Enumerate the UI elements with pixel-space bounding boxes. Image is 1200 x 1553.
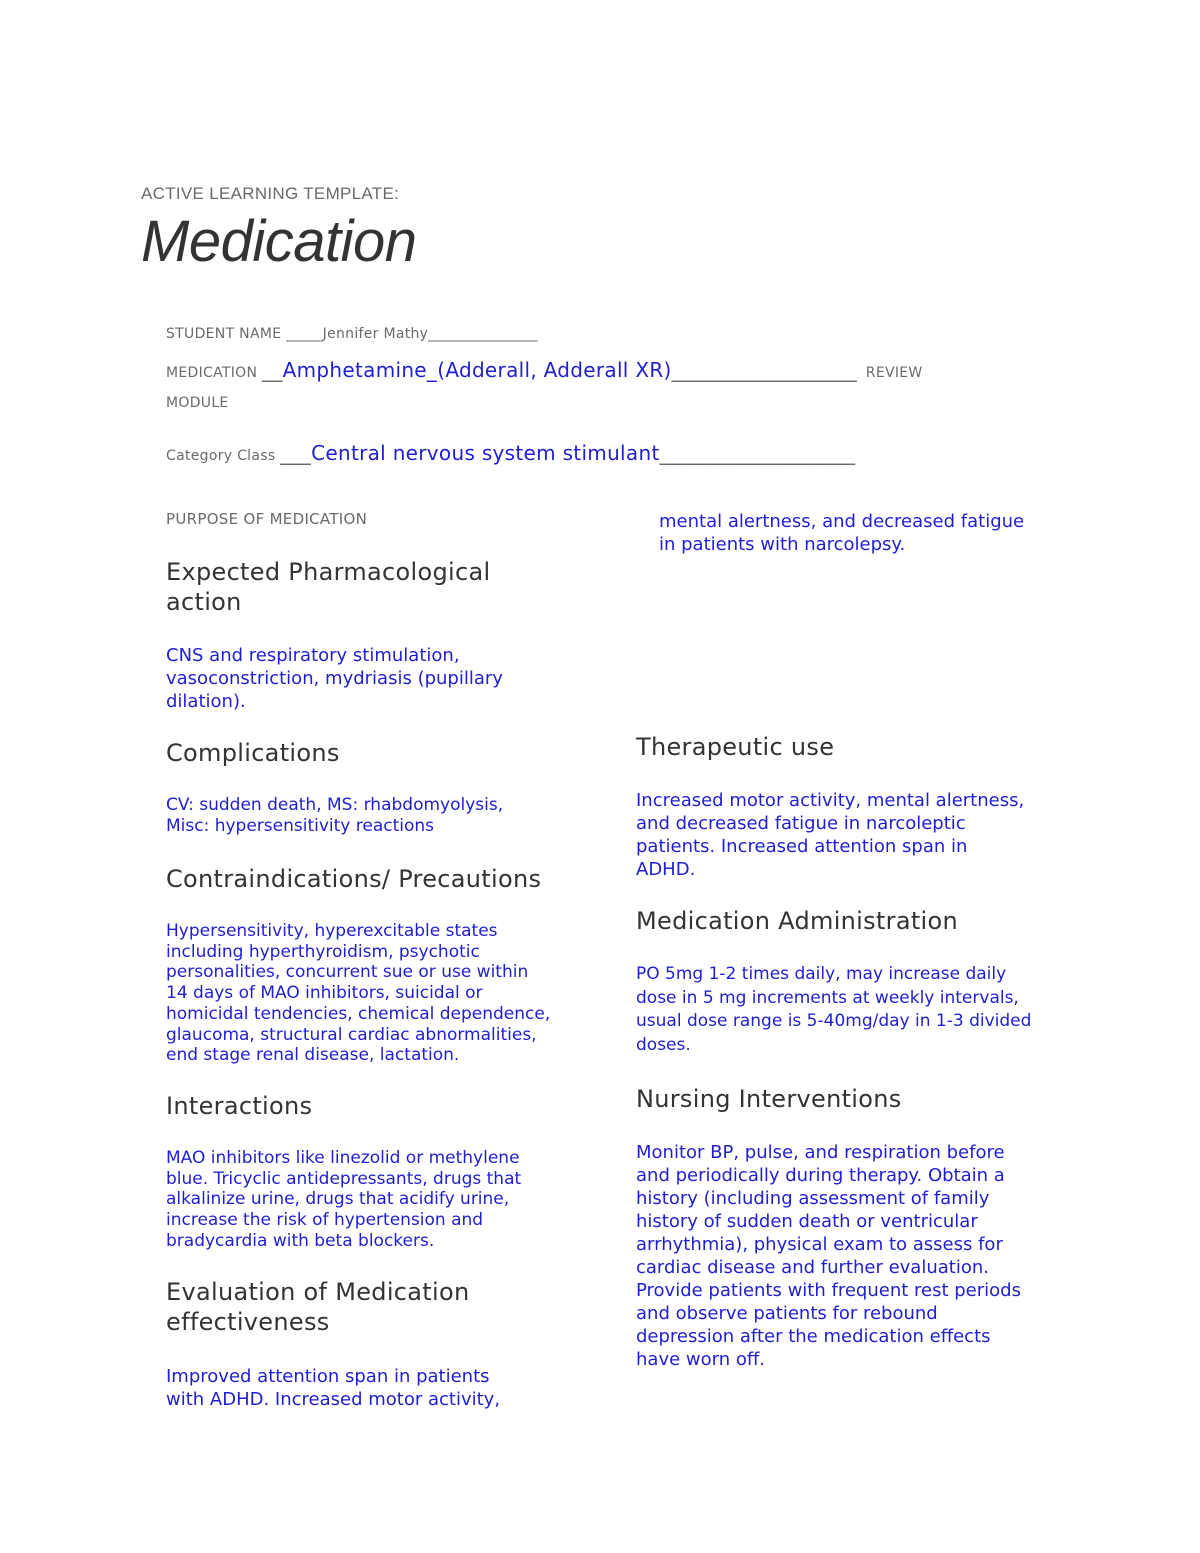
complications-heading: Complications bbox=[166, 739, 340, 767]
body-line: including hyperthyroidism, psychotic bbox=[166, 941, 480, 962]
body-line: Increased motor activity, mental alertness, bbox=[636, 790, 1025, 811]
evaluation-heading-line: effectiveness bbox=[166, 1308, 330, 1336]
therapeutic-use-body bbox=[636, 789, 1024, 881]
evaluation-heading-line: Evaluation of Medication bbox=[166, 1278, 470, 1306]
body-line: history (including assessment of family bbox=[636, 1188, 990, 1209]
body-line: Monitor BP, pulse, and respiration before bbox=[636, 1142, 1005, 1163]
body-line: glaucoma, structural cardiac abnormalities, bbox=[166, 1024, 537, 1045]
expected-action-heading bbox=[166, 557, 490, 617]
interactions-heading: Interactions bbox=[166, 1092, 313, 1120]
body-line: Hypersensitivity, hyperexcitable states bbox=[166, 921, 498, 941]
body-line: CNS and respiratory stimulation, bbox=[166, 645, 460, 666]
body-line: with ADHD. Increased motor activity, bbox=[166, 1389, 501, 1410]
body-line: vasoconstriction, mydriasis (pupillary bbox=[166, 668, 503, 689]
body-line: in patients with narcolepsy. bbox=[659, 534, 906, 555]
expected-action-body bbox=[166, 644, 503, 713]
body-line: personalities, concurrent sue or use within bbox=[166, 962, 529, 983]
category-prefix: ___ bbox=[280, 441, 312, 465]
category-value: Central nervous system stimulant bbox=[311, 441, 660, 465]
medication-label: MEDICATION bbox=[166, 365, 258, 381]
expected-heading-line: Expected Pharmacological bbox=[166, 558, 491, 586]
category-label: Category Class bbox=[166, 448, 276, 464]
medication-suffix: __________________ bbox=[671, 358, 858, 382]
medication-value: Amphetamine_(Adderall, Adderall XR) bbox=[282, 358, 672, 382]
body-line: PO 5mg 1-2 times daily, may increase daily bbox=[636, 964, 1007, 984]
evaluation-body bbox=[166, 1365, 500, 1411]
student-name-row bbox=[166, 326, 538, 342]
body-line: Improved attention span in patients bbox=[166, 1366, 490, 1387]
student-name-label: STUDENT NAME bbox=[166, 326, 282, 342]
body-line: cardiac disease and further evaluation. bbox=[636, 1257, 989, 1278]
nursing-body bbox=[636, 1141, 1021, 1371]
evaluation-continued-body bbox=[659, 510, 1024, 556]
page-title: Medication bbox=[141, 209, 417, 274]
administration-body bbox=[636, 963, 1031, 1057]
body-line: alkalinize urine, drugs that acidify urine, bbox=[166, 1189, 510, 1210]
body-line: doses. bbox=[636, 1034, 691, 1055]
contraindications-body bbox=[166, 921, 550, 1066]
body-line: and observe patients for rebound bbox=[636, 1303, 938, 1324]
body-line: usual dose range is 5-40mg/day in 1-3 divided bbox=[636, 1011, 1032, 1031]
body-line: Provide patients with frequent rest periods bbox=[636, 1280, 1021, 1301]
body-line: Misc: hypersensitivity reactions bbox=[166, 815, 435, 836]
body-line: end stage renal disease, lactation. bbox=[166, 1045, 460, 1066]
body-line: arrhythmia), physical exam to assess for bbox=[636, 1234, 1003, 1255]
body-line: have worn off. bbox=[636, 1349, 765, 1370]
medication-row bbox=[166, 358, 923, 382]
body-line: depression after the medication effects bbox=[636, 1326, 991, 1347]
student-name-value: _____Jennifer Mathy_______________ bbox=[286, 326, 538, 342]
administration-heading: Medication Administration bbox=[636, 907, 958, 935]
purpose-label: PURPOSE OF MEDICATION bbox=[166, 510, 368, 528]
body-line: patients. Increased attention span in bbox=[636, 836, 968, 857]
nursing-heading: Nursing Interventions bbox=[636, 1085, 902, 1113]
category-suffix: ___________________ bbox=[659, 441, 856, 465]
template-kicker: ACTIVE LEARNING TEMPLATE: bbox=[141, 184, 400, 203]
therapeutic-use-heading: Therapeutic use bbox=[636, 733, 835, 761]
medication-prefix: __ bbox=[262, 358, 283, 382]
body-line: dilation). bbox=[166, 691, 246, 712]
evaluation-heading bbox=[166, 1277, 469, 1337]
body-line: MAO inhibitors like linezolid or methylene bbox=[166, 1148, 520, 1168]
interactions-body bbox=[166, 1148, 521, 1252]
body-line: ADHD. bbox=[636, 859, 696, 880]
category-row bbox=[166, 441, 855, 465]
expected-heading-line: action bbox=[166, 588, 242, 616]
body-line: and decreased fatigue in narcoleptic bbox=[636, 813, 966, 834]
contraindications-heading: Contraindications/ Precautions bbox=[166, 865, 542, 893]
complications-body bbox=[166, 795, 503, 836]
body-line: history of sudden death or ventricular bbox=[636, 1211, 978, 1232]
body-line: blue. Tricyclic antidepressants, drugs that bbox=[166, 1168, 522, 1189]
body-line: mental alertness, and decreased fatigue bbox=[659, 511, 1025, 532]
body-line: bradycardia with beta blockers. bbox=[166, 1230, 435, 1251]
body-line: 14 days of MAO inhibitors, suicidal or bbox=[166, 983, 483, 1004]
body-line: and periodically during therapy. Obtain a bbox=[636, 1165, 1005, 1186]
review-label: REVIEW bbox=[865, 365, 923, 381]
body-line: CV: sudden death, MS: rhabdomyolysis, bbox=[166, 795, 504, 815]
body-line: dose in 5 mg increments at weekly intervals, bbox=[636, 987, 1019, 1008]
body-line: increase the risk of hypertension and bbox=[166, 1210, 484, 1231]
body-line: homicidal tendencies, chemical dependence, bbox=[166, 1003, 551, 1024]
module-label: MODULE bbox=[166, 395, 229, 411]
